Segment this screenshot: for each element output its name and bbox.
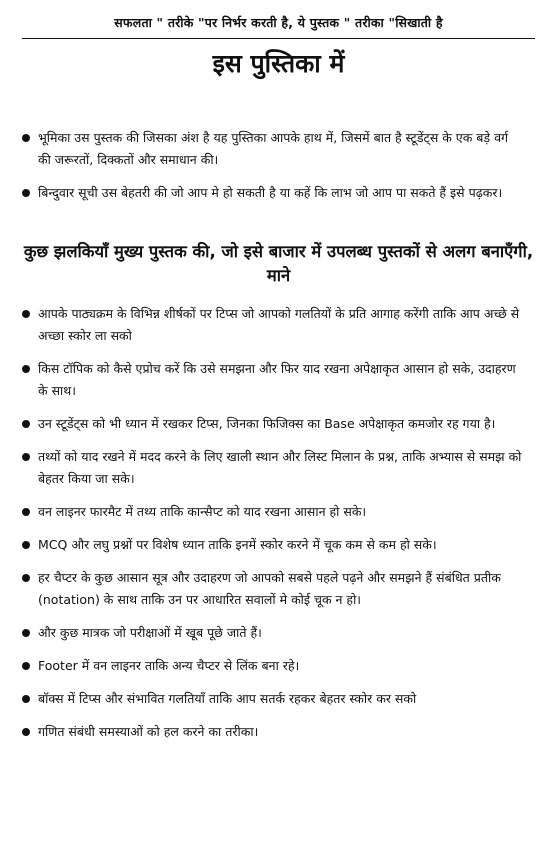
bullet-icon [22, 695, 30, 703]
list-item-text: हर चैप्टर के कुछ आसान सूत्र और उदाहरण जो आपको सबसे पहले पढ़ने और समझने हैं संबंधित प्रतीक (notation) के साथ ताकि उन पर आधारित सवालों मे कोई चूक न हो। [38, 570, 501, 607]
list-item-text: भूमिका उस पुस्तक की जिसका अंश है यह पुस्तिका आपके हाथ में, जिसमें बात है स्टूडेंट्स के एक बड़े वर्ग की जरूरतों, दिक्कतों और समाधान की। [38, 130, 509, 167]
list-item [22, 358, 522, 402]
list-item [22, 446, 522, 490]
list-item [22, 182, 522, 204]
bullet-icon [22, 728, 30, 736]
list-item [22, 413, 522, 435]
bullet-icon [22, 310, 30, 318]
list-item-text: वन लाइनर फारमैट में तथ्य ताकि कान्सैप्ट को याद रखना आसान हो सके। [38, 504, 367, 519]
list-item [22, 303, 522, 347]
list-item-text: तथ्यों को याद रखने में मदद करने के लिए खाली स्थान और लिस्ट मिलान के प्रश्न, ताकि अभ्यास से समझ को बेहतर किया जा सके। [38, 449, 522, 486]
list-item [22, 501, 522, 523]
list-item [22, 567, 522, 611]
bullet-icon [22, 541, 30, 549]
list-item-text: गणित संबंधी समस्याओं को हल करने का तरीका। [38, 724, 259, 739]
list-item-text: Footer में वन लाइनर ताकि अन्य चैप्टर से लिंक बना रहे। [38, 658, 300, 673]
list-item-text: बिन्दुवार सूची उस बेहतरी की जो आप मे हो सकती है या कहें कि लाभ जो आप पा सकते हैं इसे पढ़कर। [38, 185, 503, 200]
bullet-icon [22, 629, 30, 637]
features-list [22, 303, 522, 754]
bullet-icon [22, 508, 30, 516]
list-item [22, 534, 522, 556]
header-divider [22, 38, 535, 39]
page-title: इस पुस्तिका में [212, 49, 345, 78]
bullet-icon [22, 662, 30, 670]
bullet-icon [22, 453, 30, 461]
intro-list [22, 127, 522, 215]
bullet-icon [22, 574, 30, 582]
list-item [22, 688, 522, 710]
section-heading: कुछ झलकियाँ मुख्य पुस्तक की, जो इसे बाजार में उपलब्ध पुस्तकों से अलग बनाएँगी, माने [23, 242, 534, 285]
list-item-text: बॉक्स में टिप्स और संभावित गलतियाँ ताकि आप सतर्क रहकर बेहतर स्कोर कर सको [38, 691, 417, 706]
bullet-icon [22, 365, 30, 373]
list-item [22, 721, 522, 743]
bullet-icon [22, 134, 30, 142]
list-item [22, 127, 522, 171]
list-item [22, 622, 522, 644]
list-item-text: MCQ और लघु प्रश्नों पर विशेष ध्यान ताकि इनमें स्कोर करने में चूक कम से कम हो सके। [38, 537, 437, 552]
list-item-text: आपके पाठ्यक्रम के विभिन्न शीर्षकों पर टिप्स जो आपको गलतियों के प्रति आगाह करेंगी ताकि आप अच्छे से अच्छा स्कोर ला सको [38, 306, 520, 343]
list-item-text: और कुछ मात्रक जो परीक्षाओं में खूब पूछे जाते हैं। [38, 625, 262, 640]
list-item [22, 655, 522, 677]
header-tagline: सफलता " तरीके "पर निर्भर करती है, ये पुस्तक " तरीका "सिखाती है [114, 15, 443, 30]
list-item-text: उन स्टूडेंट्स को भी ध्यान में रखकर टिप्स, जिनका फिजिक्स का Base अपेक्षाकृत कमजोर रह गया है। [38, 416, 496, 431]
list-item-text: किस टॉपिक को कैसे एप्रोच करें कि उसे समझना और फिर याद रखना अपेक्षाकृत आसान हो सके, उदाहरण के साथ। [38, 361, 516, 398]
bullet-icon [22, 189, 30, 197]
bullet-icon [22, 420, 30, 428]
